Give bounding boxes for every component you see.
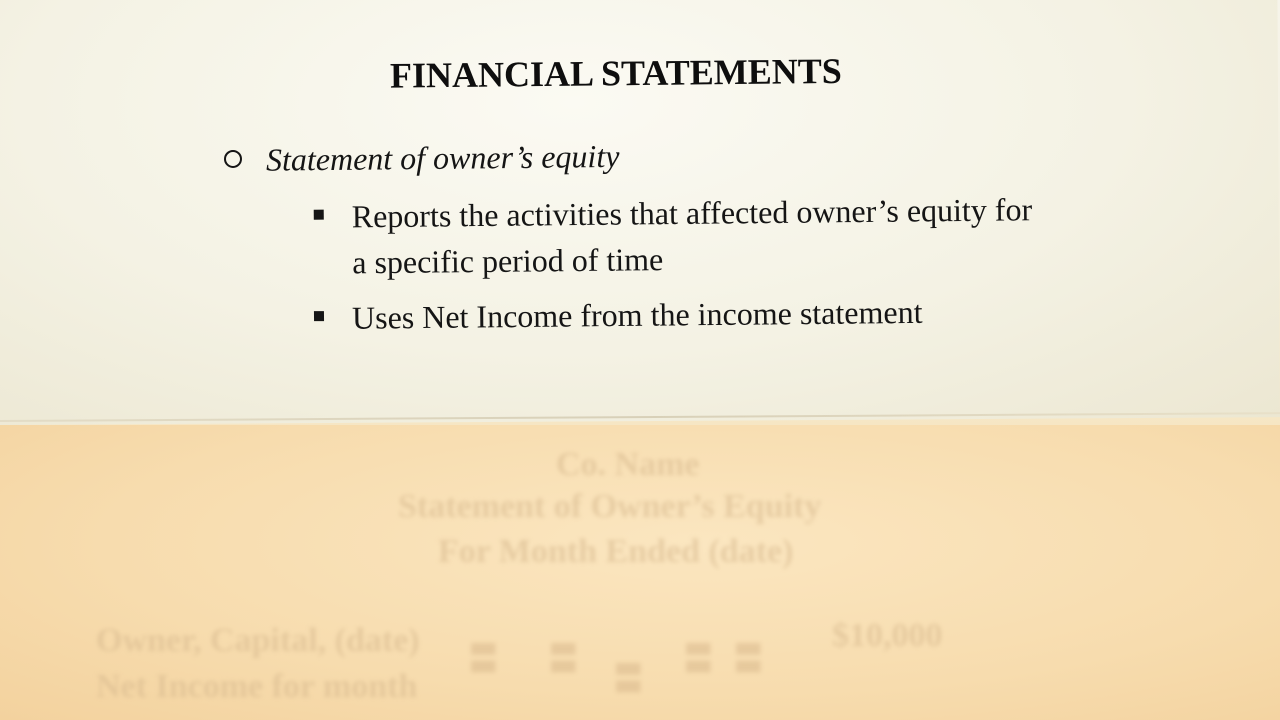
faded-row-capital: Owner, Capital, (date) [96,622,420,659]
sub-bullet-reports-activities [314,186,1033,286]
bullet-statement-of-owners-equity [224,138,620,179]
square-bullet-icon [314,311,324,321]
bleed-through-mark: ▮▮ [683,640,719,676]
square-bullet-icon [314,210,324,220]
bullet-text: Statement of owner’s equity [265,137,620,178]
bleed-through-mark: ▮▮ [468,640,504,676]
sub-bullet-uses-net-income [314,289,923,341]
faded-period: For Month Ended (date) [438,533,794,570]
bleed-through-mark: ▮▮ [548,640,584,676]
faded-company-name: Co. Name [556,446,700,483]
bleed-through-mark: ▮▮ [733,640,769,676]
faded-statement-title: Statement of Owner’s Equity [398,488,822,525]
page-title: FINANCIAL STATEMENTS [389,50,842,96]
sub-bullet-text-line2: a specific period of time [352,241,664,281]
faded-amount: $10,000 [832,617,943,654]
sub-bullet-text-line1: Reports the activities that affected owner’s equity for [351,191,1033,235]
sub-bullet-text: Uses Net Income from the income statement [351,293,923,336]
faded-row-net-income: Net Income for month [96,668,418,705]
hollow-circle-bullet-icon [224,150,242,168]
bleed-through-mark: ▮▮ [613,660,649,696]
